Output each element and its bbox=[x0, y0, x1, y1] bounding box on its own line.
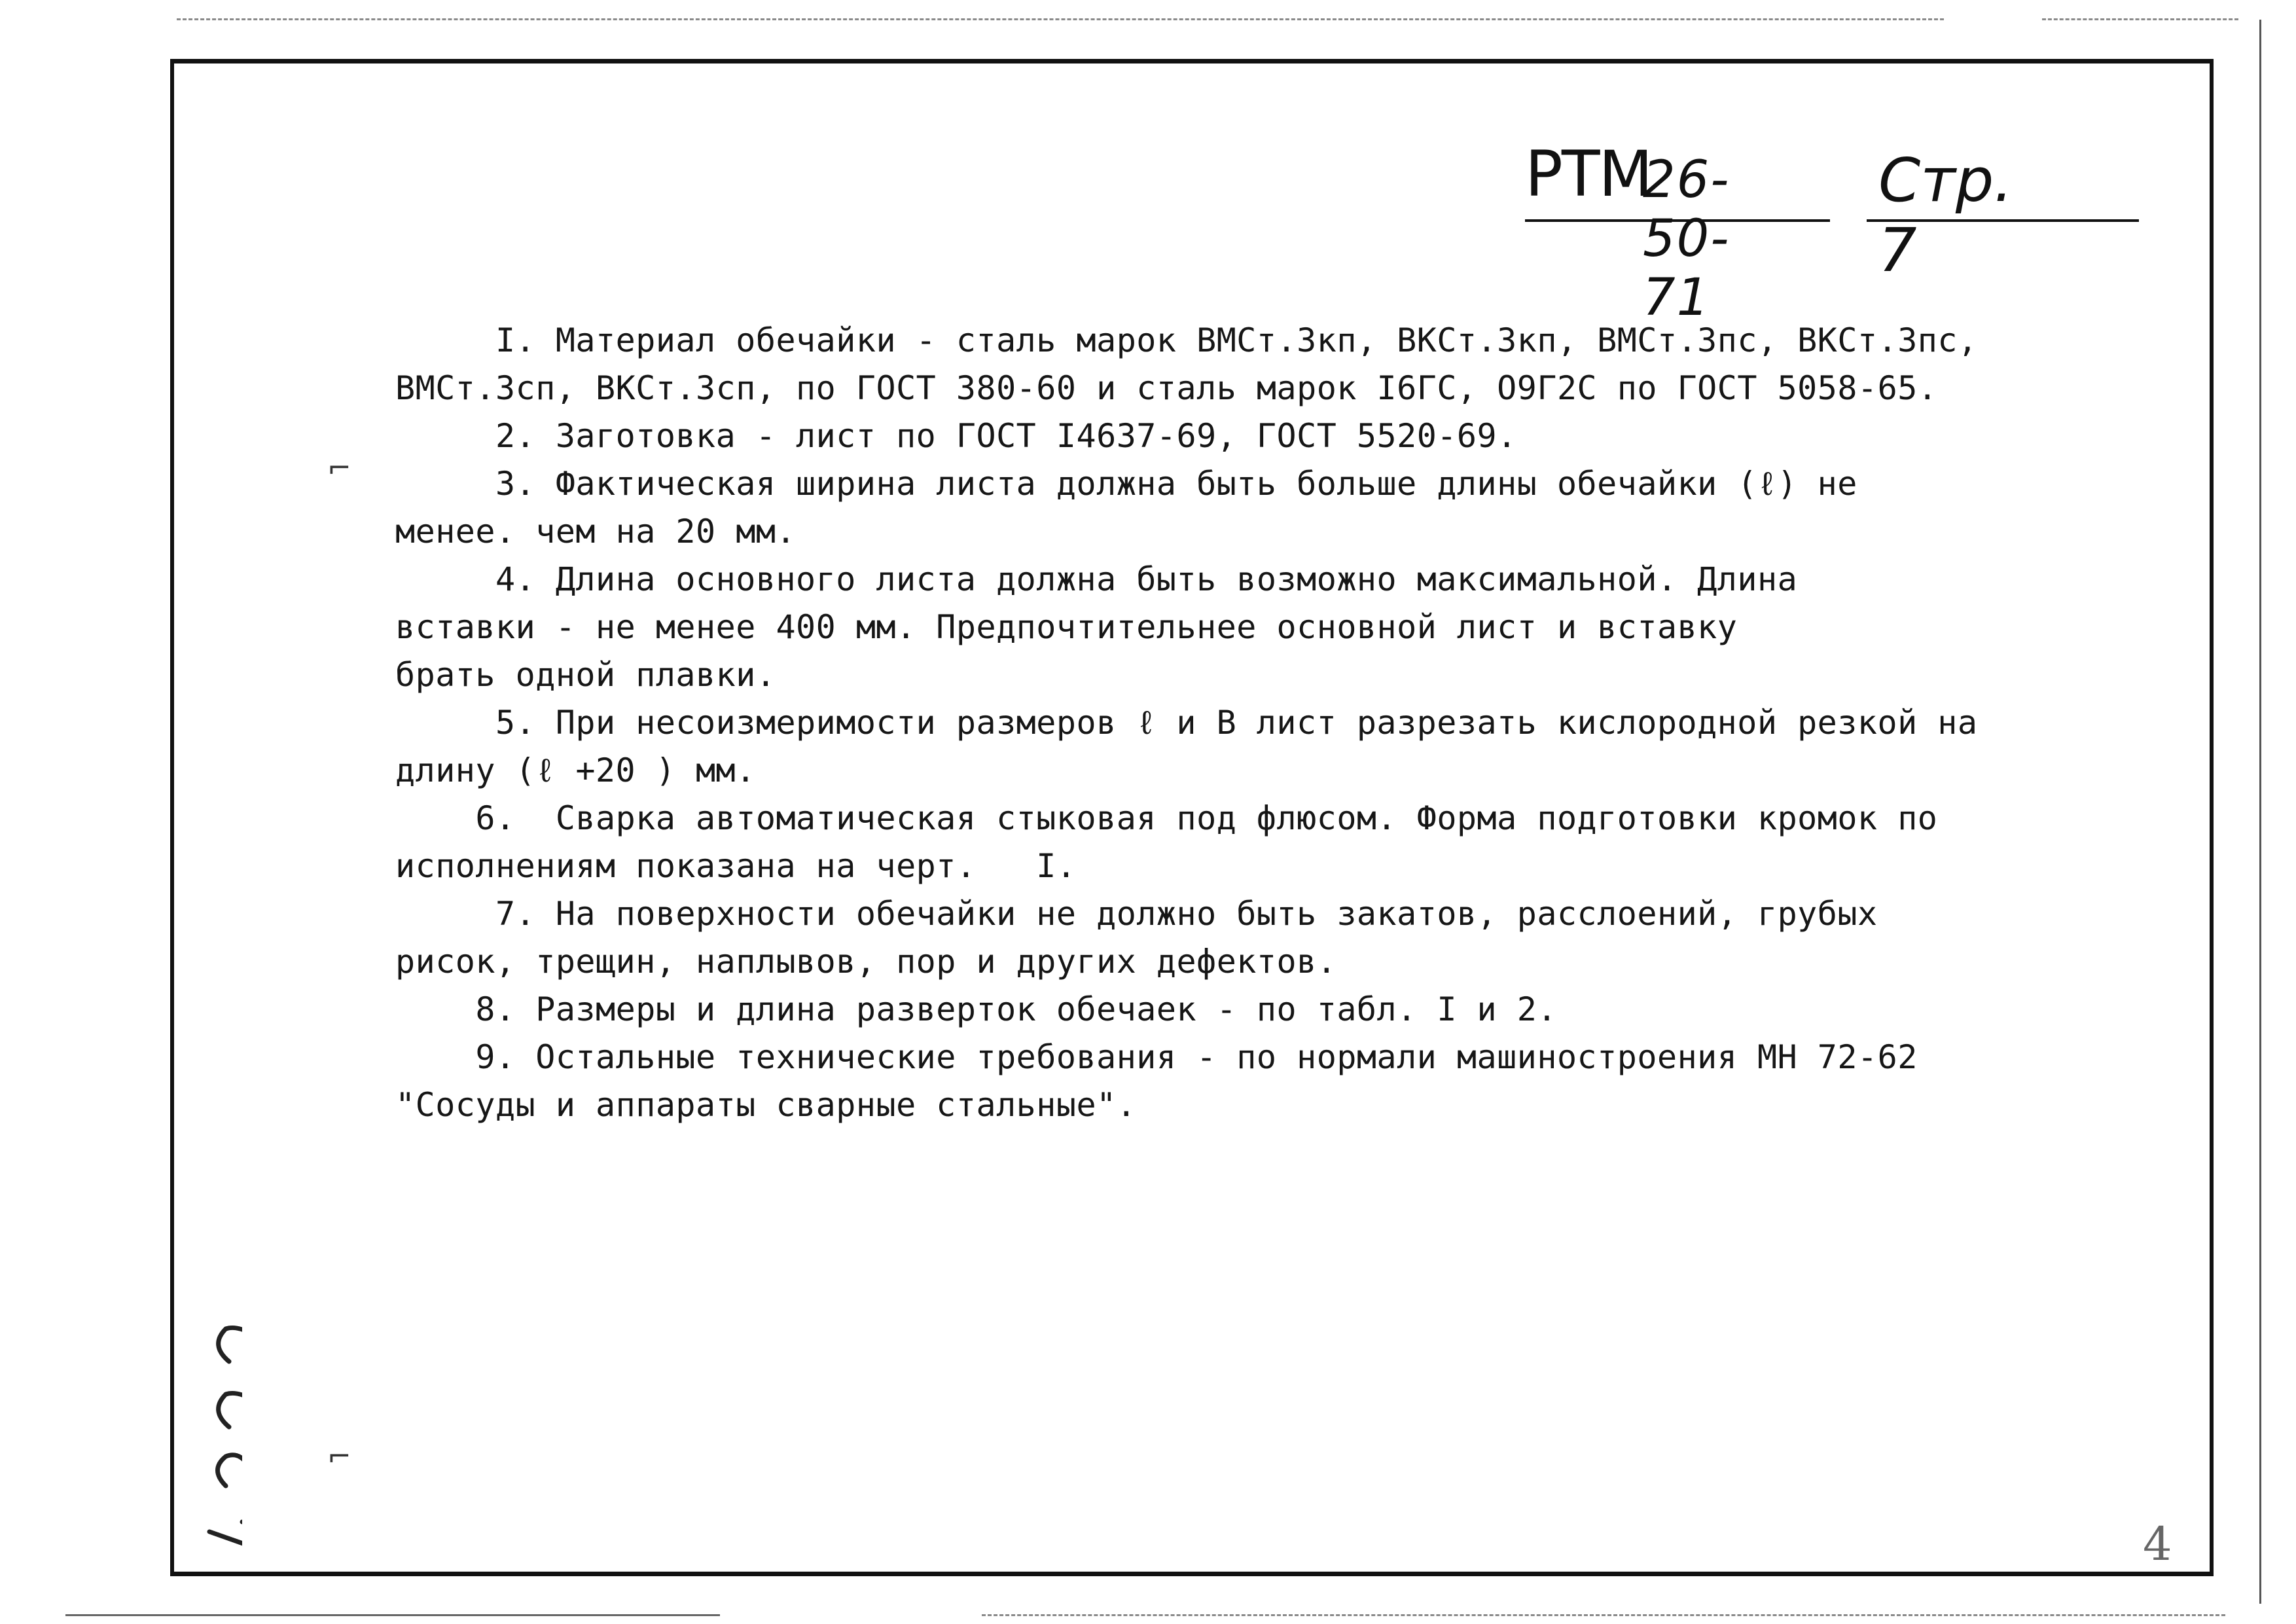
text-line: 9. Остальные технические требования - по нормали машиностроения МН 72-62 bbox=[395, 1038, 1918, 1076]
text-line: брать одной плавки. bbox=[395, 656, 776, 694]
scan-edge-bottom bbox=[65, 1614, 720, 1616]
page-underline bbox=[1867, 219, 2139, 222]
margin-tick-mark: ⌐ bbox=[327, 452, 351, 485]
text-line: "Сосуды и аппараты сварные стальные". bbox=[395, 1086, 1137, 1124]
margin-tick-mark: ⌐ bbox=[327, 1440, 351, 1473]
code-underline bbox=[1525, 219, 1830, 222]
text-line: рисок, трещин, наплывов, пор и других дефектов. bbox=[395, 943, 1337, 981]
text-line: I. Материал обечайки - сталь марок ВМСт.3кп, ВКСт.3кп, ВМСт.3пс, ВКСт.3пс, bbox=[395, 321, 1978, 359]
text-line: 5. При несоизмеримости размеров ℓ и В лист разрезать кислородной резкой на bbox=[395, 704, 1978, 742]
text-line: 3. Фактическая ширина листа должна быть больше длины обечайки (ℓ) не bbox=[395, 465, 1857, 503]
text-line: 4. Длина основного листа должна быть возможно максимальной. Длина bbox=[395, 560, 1798, 598]
requirements-text bbox=[395, 317, 1978, 1129]
scan-edge-top bbox=[177, 18, 1944, 20]
corner-mark: 4 bbox=[2143, 1517, 2172, 1571]
page-number: Стр. 7 bbox=[1878, 145, 2013, 285]
text-line: длину (ℓ +20 ) мм. bbox=[395, 751, 756, 789]
document-code-number: 26-50-71 bbox=[1643, 151, 1731, 327]
text-line: 7. На поверхности обечайки не должно быть закатов, расслоений, грубых bbox=[395, 895, 1878, 933]
text-line: вставки - не менее 400 мм. Предпочтительнее основной лист и вставку bbox=[395, 608, 1738, 646]
text-line: ВМСт.3сп, ВКСт.3сп, по ГОСТ 380-60 и сталь марок I6ГС, О9Г2С по ГОСТ 5058-65. bbox=[395, 369, 1938, 407]
scan-edge-top-right bbox=[2042, 18, 2238, 20]
text-line: 6. Сварка автоматическая стыковая под флюсом. Форма подготовки кромок по bbox=[395, 799, 1938, 837]
text-line: исполнениям показана на черт. I. bbox=[395, 847, 1077, 885]
text-line: 2. Заготовка - лист по ГОСТ I4637-69, ГОСТ 5520-69. bbox=[395, 417, 1517, 455]
scan-edge-right bbox=[2259, 20, 2261, 1604]
text-line: 8. Размеры и длина разверток обечаек - по табл. I и 2. bbox=[395, 990, 1557, 1028]
scan-edge-bottom-right bbox=[982, 1614, 2225, 1616]
handwritten-inventory-number bbox=[98, 1296, 242, 1571]
text-line: менее. чем на 20 мм. bbox=[395, 513, 797, 550]
document-code-label: РТМ bbox=[1525, 137, 1652, 211]
